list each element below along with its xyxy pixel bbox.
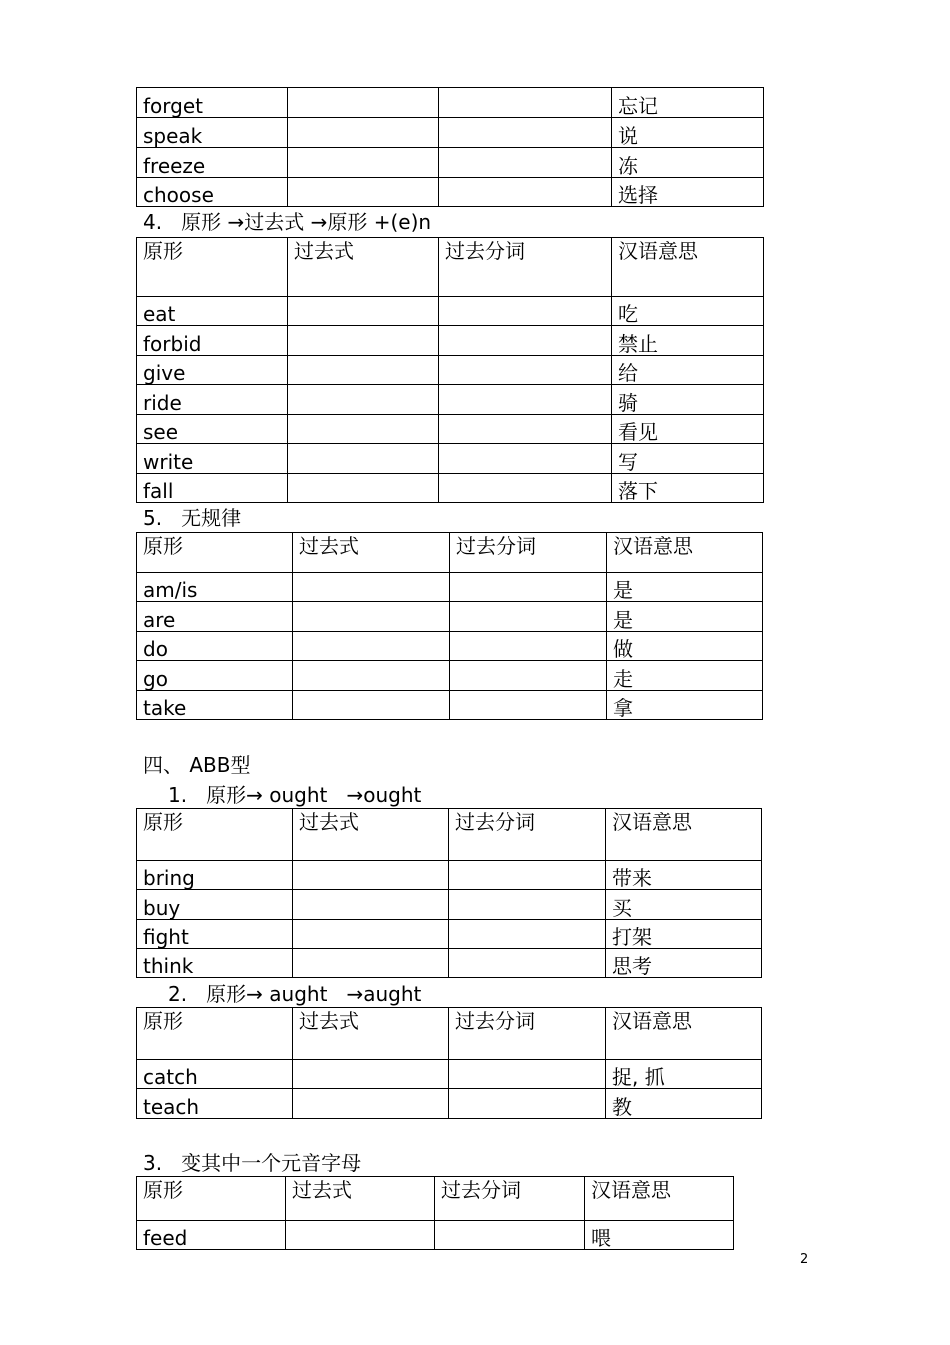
header-past: 过去式 <box>288 238 439 297</box>
meaning-cell: 给 <box>612 356 764 385</box>
base-cell: speak <box>137 118 288 148</box>
base-cell: do <box>137 632 293 661</box>
meaning-cell: 喂 <box>585 1221 734 1250</box>
past-cell <box>288 385 439 415</box>
past-cell <box>288 297 439 326</box>
pp-cell <box>450 632 607 661</box>
base-cell: give <box>137 356 288 385</box>
past-cell <box>288 178 439 207</box>
pp-cell <box>450 661 607 691</box>
pp-cell <box>450 691 607 720</box>
base-cell: catch <box>137 1060 293 1089</box>
table-row <box>137 444 764 474</box>
meaning-cell: 走 <box>607 661 763 691</box>
section-4-heading: 4. 原形 →过去式 →原形 +(e)n <box>143 210 432 234</box>
verb-table-section-4 <box>136 237 764 503</box>
header-meaning: 汉语意思 <box>585 1177 734 1221</box>
past-cell <box>293 861 449 890</box>
table-row <box>137 920 762 949</box>
meaning-cell: 忘记 <box>612 88 764 118</box>
pp-cell <box>439 88 612 118</box>
table-row <box>137 474 764 503</box>
meaning-cell: 是 <box>607 573 763 602</box>
past-cell <box>293 691 450 720</box>
base-cell: write <box>137 444 288 474</box>
header-pp: 过去分词 <box>449 1008 606 1060</box>
table-row <box>137 1060 762 1089</box>
pp-cell <box>439 118 612 148</box>
meaning-cell: 禁止 <box>612 326 764 356</box>
base-cell: take <box>137 691 293 720</box>
pp-cell <box>450 573 607 602</box>
past-cell <box>288 474 439 503</box>
meaning-cell: 做 <box>607 632 763 661</box>
pp-cell <box>439 148 612 178</box>
meaning-cell: 打架 <box>606 920 762 949</box>
header-base: 原形 <box>137 1177 286 1221</box>
table-row <box>137 661 763 691</box>
verb-table-sub-2 <box>136 1007 762 1119</box>
meaning-cell: 带来 <box>606 861 762 890</box>
header-meaning: 汉语意思 <box>606 809 762 861</box>
past-cell <box>293 661 450 691</box>
header-base: 原形 <box>137 809 293 861</box>
past-cell <box>293 949 449 978</box>
meaning-cell: 是 <box>607 602 763 632</box>
meaning-cell: 教 <box>606 1089 762 1119</box>
pp-cell <box>439 356 612 385</box>
pp-cell <box>435 1221 585 1250</box>
pp-cell <box>439 474 612 503</box>
table-row <box>137 691 763 720</box>
table-row <box>137 949 762 978</box>
base-cell: forget <box>137 88 288 118</box>
pp-cell <box>439 326 612 356</box>
table-row <box>137 385 764 415</box>
past-cell <box>288 356 439 385</box>
meaning-cell: 冻 <box>612 148 764 178</box>
pp-cell <box>449 890 606 920</box>
meaning-cell: 看见 <box>612 415 764 444</box>
pp-cell <box>439 178 612 207</box>
table-row <box>137 632 763 661</box>
base-cell: buy <box>137 890 293 920</box>
base-cell: see <box>137 415 288 444</box>
header-meaning: 汉语意思 <box>606 1008 762 1060</box>
meaning-cell: 说 <box>612 118 764 148</box>
header-meaning: 汉语意思 <box>612 238 764 297</box>
table-row <box>137 861 762 890</box>
base-cell: fall <box>137 474 288 503</box>
past-cell <box>288 118 439 148</box>
pp-cell <box>449 861 606 890</box>
pp-cell <box>450 602 607 632</box>
past-cell <box>288 88 439 118</box>
table-header-row <box>137 1008 762 1060</box>
base-cell: teach <box>137 1089 293 1119</box>
pp-cell <box>449 949 606 978</box>
base-cell: freeze <box>137 148 288 178</box>
table-row <box>137 415 764 444</box>
meaning-cell: 骑 <box>612 385 764 415</box>
meaning-cell: 思考 <box>606 949 762 978</box>
table-row <box>137 890 762 920</box>
table-row <box>137 356 764 385</box>
base-cell: ride <box>137 385 288 415</box>
table-header-row <box>137 238 764 297</box>
table-row <box>137 88 764 118</box>
section-5-heading: 5. 无规律 <box>143 506 242 530</box>
header-base: 原形 <box>137 1008 293 1060</box>
sub-2-heading: 2. 原形→ aught →aught <box>168 982 422 1006</box>
table-header-row <box>137 809 762 861</box>
base-cell: feed <box>137 1221 286 1250</box>
base-cell: think <box>137 949 293 978</box>
verb-table-section-5 <box>136 532 763 720</box>
table-header-row <box>137 1177 734 1221</box>
base-cell: go <box>137 661 293 691</box>
verb-table-sub-1 <box>136 808 762 978</box>
past-cell <box>288 148 439 178</box>
pp-cell <box>449 1089 606 1119</box>
past-cell <box>286 1221 435 1250</box>
pp-cell <box>439 444 612 474</box>
meaning-cell: 捉, 抓 <box>606 1060 762 1089</box>
meaning-cell: 拿 <box>607 691 763 720</box>
header-meaning: 汉语意思 <box>607 533 763 573</box>
sub-1-heading: 1. 原形→ ought →ought <box>168 783 422 807</box>
past-cell <box>288 444 439 474</box>
pp-cell <box>449 920 606 949</box>
pp-cell <box>439 415 612 444</box>
base-cell: eat <box>137 297 288 326</box>
past-cell <box>293 1089 449 1119</box>
past-cell <box>293 890 449 920</box>
header-pp: 过去分词 <box>449 809 606 861</box>
table-row <box>137 602 763 632</box>
past-cell <box>293 573 450 602</box>
base-cell: fight <box>137 920 293 949</box>
verb-table-sub-3 <box>136 1176 734 1250</box>
past-cell <box>293 632 450 661</box>
sub-3-heading: 3. 变其中一个元音字母 <box>143 1151 362 1175</box>
pp-cell <box>439 385 612 415</box>
header-pp: 过去分词 <box>435 1177 585 1221</box>
table-row <box>137 1221 734 1250</box>
table-row <box>137 573 763 602</box>
base-cell: am/is <box>137 573 293 602</box>
past-cell <box>288 415 439 444</box>
header-past: 过去式 <box>293 533 450 573</box>
pp-cell <box>449 1060 606 1089</box>
meaning-cell: 选择 <box>612 178 764 207</box>
past-cell <box>293 602 450 632</box>
verb-table-continued <box>136 87 764 207</box>
past-cell <box>288 326 439 356</box>
header-base: 原形 <box>137 238 288 297</box>
base-cell: forbid <box>137 326 288 356</box>
table-header-row <box>137 533 763 573</box>
base-cell: bring <box>137 861 293 890</box>
past-cell <box>293 1060 449 1089</box>
pp-cell <box>439 297 612 326</box>
meaning-cell: 吃 <box>612 297 764 326</box>
table-row <box>137 148 764 178</box>
table-row <box>137 118 764 148</box>
header-pp: 过去分词 <box>439 238 612 297</box>
header-past: 过去式 <box>286 1177 435 1221</box>
base-cell: are <box>137 602 293 632</box>
base-cell: choose <box>137 178 288 207</box>
header-pp: 过去分词 <box>450 533 607 573</box>
meaning-cell: 落下 <box>612 474 764 503</box>
table-row <box>137 1089 762 1119</box>
table-row <box>137 178 764 207</box>
page-number: 2 <box>800 1252 809 1267</box>
header-past: 过去式 <box>293 1008 449 1060</box>
part-4-heading: 四、 ABB型 <box>143 753 251 777</box>
meaning-cell: 写 <box>612 444 764 474</box>
meaning-cell: 买 <box>606 890 762 920</box>
past-cell <box>293 920 449 949</box>
header-base: 原形 <box>137 533 293 573</box>
header-past: 过去式 <box>293 809 449 861</box>
table-row <box>137 297 764 326</box>
table-row <box>137 326 764 356</box>
